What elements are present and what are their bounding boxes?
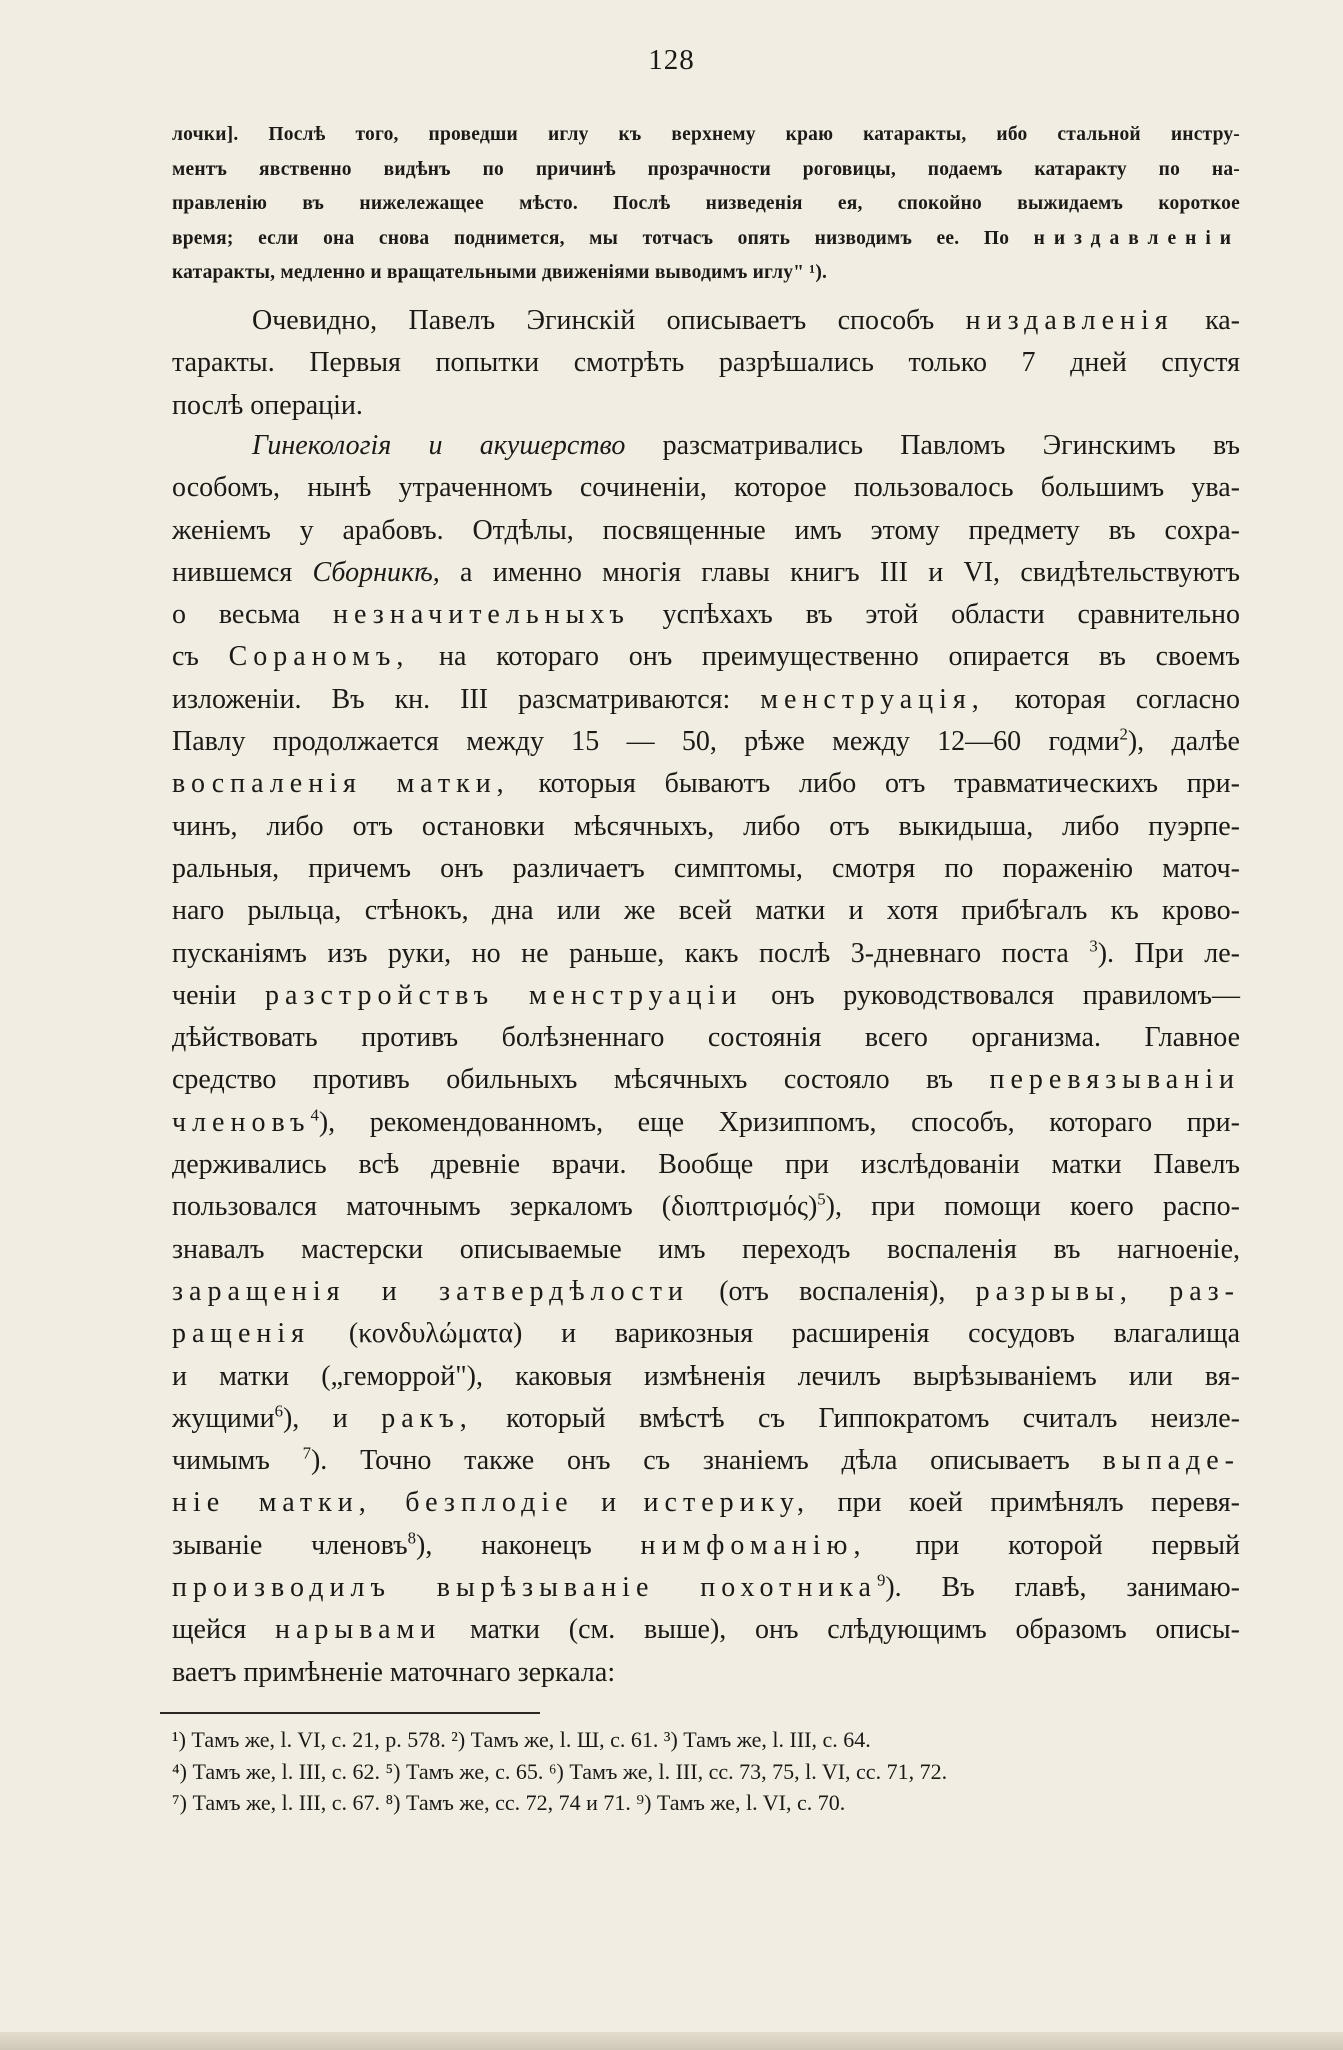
text: нившемся [172,556,293,588]
text-line [172,425,1240,467]
text: ), наконецъ [416,1529,592,1561]
spaced-term: разстройствъ менструаціи [264,979,743,1011]
text-line [172,1609,1240,1651]
spaced-term: разрывы, раз- [975,1275,1241,1307]
text-line: держивались всѣ древніе врачи. Вообще при изслѣдованіи матки Павелъ [172,1149,1240,1181]
footnote-divider [160,1712,540,1714]
text-line [172,1482,1240,1524]
text: съ [172,641,199,673]
text-line [172,1313,1240,1355]
text: средство противъ обильныхъ мѣсячныхъ состояло въ [172,1064,954,1096]
text: успѣхахъ въ этой области сравнительно [662,599,1240,631]
footnote-line: ⁴) Тамъ же, l. III, c. 62. ⁵) Тамъ же, c. 65. ⁶) Тамъ же, l. III, cc. 73, 75, l. VI, cc. 71, 72. [172,1758,948,1784]
text-line [172,1525,1240,1567]
text: которыя бываютъ либо отъ травматическихъ при- [538,768,1240,800]
quote-block [172,118,1240,291]
spaced-term: истерику, [643,1487,811,1519]
spaced-term: выпаде- [1102,1445,1241,1477]
text: о весьма [172,599,301,631]
text: ). Въ главѣ, занимаю- [885,1572,1240,1604]
spaced-term: незначительныхъ [333,599,630,631]
text: пользовался маточнымъ зеркаломъ (διοπτρισμός) [172,1191,818,1223]
text-line [172,1059,1240,1101]
text: ), при помощи коего распо- [825,1191,1240,1223]
text: при коей примѣнялъ перевя- [837,1487,1241,1519]
text: который вмѣстѣ съ Гиппократомъ считалъ неизле- [506,1402,1241,1434]
text-line: женіемъ у арабовъ. Отдѣлы, посвященные имъ этому предмету въ сохра- [172,514,1240,546]
text-line: и матки („геморрой"), каковыя измѣненія лечилъ вырѣзываніемъ или вя- [172,1360,1240,1392]
text: (отъ воспаленія), [719,1275,946,1307]
footnote-ref: 5 [817,1190,826,1210]
spaced-term: нимфоманію, [640,1529,867,1561]
text-line [172,975,1240,1017]
spaced-term: воспаленія матки, [172,768,510,800]
text: разсматривались Павломъ Эгинскимъ въ [662,430,1241,461]
footnote-ref: 4 [310,1105,319,1125]
spaced-term: нарывами [275,1614,442,1646]
text: (κονδυλώματα) и варикозныя расширенія сосудовъ влагалища [348,1318,1241,1350]
footnote-line: ¹) Тамъ же, l. VI, c. 21, p. 578. ²) Тамъ же, l. Ш, c. 61. ³) Тамъ же, l. III, c. 64. [172,1727,871,1752]
quote-line: лочки]. Послѣ того, проведши иглу къ верхнему краю катаракты, ибо стальной инстру- [172,124,1240,145]
text: ка- [1205,305,1241,336]
quote-line: катаракты, медленно и вращательными движеніями выводимъ иглу" ¹). [172,262,828,284]
text: пусканіямъ изъ руки, но не раньше, какъ послѣ 3-дневнаго поста [172,937,1069,969]
text: при которой первый [915,1529,1241,1561]
text-line [172,1186,1240,1228]
spaced-term: производилъ вырѣзываніе похотника [172,1572,877,1604]
page-edge [0,2032,1343,2050]
text-line [172,679,1240,721]
text-line: ваетъ примѣненіе маточнаго зеркала: [172,1656,616,1688]
paragraph-2 [172,425,1240,1694]
page-number: 128 [648,44,695,76]
footnote-ref: 2 [1119,724,1128,744]
quote-line [172,222,1240,257]
text: изложеніи. Въ кн. III разсматриваются: [172,683,731,715]
text: а именно многія главы книгъ III и VI, свидѣтельствуютъ [460,556,1240,588]
text: жущими [172,1402,275,1434]
spaced-term: членовъ [172,1106,311,1138]
footnote-ref: 6 [274,1401,283,1421]
text-line [172,1398,1240,1440]
spaced-term: заращенія и затвердѣлости [172,1275,689,1307]
text-line [172,636,1240,678]
text-line: дѣйствовать противъ болѣзненнаго состоянія всего организма. Главное [172,1022,1240,1054]
footnote-ref: 3 [1089,936,1098,956]
text: ), и [282,1402,348,1434]
text-line [172,552,1240,594]
text: чимымъ [172,1445,270,1477]
text: ), рекомендованномъ, еще Хризиппомъ, способъ, котораго при- [318,1106,1240,1138]
text-line: чинъ, либо отъ остановки мѣсячныхъ, либо отъ выкидыша, либо пуэрпе- [172,810,1240,842]
italic-heading: Гинекологія и акушерство [252,430,626,461]
text-line [172,933,1240,975]
text-line [172,1440,1240,1482]
text-line [172,1271,1240,1313]
text: и [601,1487,617,1519]
footnote-ref: 9 [876,1570,886,1590]
footnote-ref: 7 [302,1443,311,1463]
text-line: особомъ, нынѣ утраченномъ сочиненіи, которое пользовалось большимъ ува- [172,472,1240,504]
text-line: таракты. Первыя попытки смотрѣть разрѣшались только 7 дней спустя [172,347,1240,379]
spaced-term: менструація, [760,683,985,715]
text-line: ральныя, причемъ онъ различаетъ симптомы, смотря по пораженію маточ- [172,852,1240,884]
text-line [172,1567,1240,1609]
quote-text: время; если она снова поднимется, мы тотчасъ опять низводимъ ее. По [172,227,1010,249]
text: матки (см. выше), онъ слѣдующимъ образомъ описы- [469,1614,1240,1646]
spaced-term: ракъ, [381,1402,473,1434]
spaced-term: низдавленіи [1033,227,1240,249]
text-line [172,763,1240,805]
text: онъ руководствовался правиломъ— [771,979,1240,1011]
spaced-term: перевязываніи [989,1064,1240,1096]
text-line: знавалъ мастерски описываемые имъ переходъ воспаленія въ нагноеніе, [172,1233,1240,1265]
text: на котораго онъ преимущественно опирается въ своемъ [439,641,1240,673]
footnote-ref: 8 [407,1528,417,1548]
spaced-term: ніе матки, безплодіе [172,1487,574,1519]
text-line: послѣ операціи. [172,389,363,421]
paragraph-1 [172,300,1240,427]
text-line [172,1102,1240,1144]
footnotes [172,1724,1240,1819]
text: ). При ле- [1097,937,1240,969]
spaced-term: Сораномъ, [228,641,410,673]
text: Павлу продолжается между 15 — 50, рѣже между 12—60 годми [172,726,1120,758]
text: Очевидно, Павелъ Эгинскій описываетъ способъ [252,305,935,336]
quote-line: правленію въ нижележащее мѣсто. Послѣ низведенія ея, спокойно выжидаемъ короткое [172,193,1240,215]
text-line [172,594,1240,636]
text-line [172,300,1240,342]
text-line [172,721,1240,763]
text-line: наго рыльца, стѣнокъ, дна или же всей матки и хотя прибѣгалъ къ крово- [172,895,1240,927]
text: которая согласно [1014,683,1241,715]
text: зываніе членовъ [172,1529,408,1561]
quote-line: ментъ явственно видѣнъ по причинѣ прозрачности роговицы, подаемъ катаракту по на- [172,158,1240,180]
spaced-term: ращенія [172,1318,311,1350]
text: ченіи [172,979,237,1011]
text: ), далѣе [1127,726,1240,758]
text: ). Точно также онъ съ знаніемъ дѣла описываетъ [310,1445,1070,1477]
text: щейся [172,1614,247,1646]
spaced-term: низдавленія [965,305,1174,336]
italic-term: Сборникѣ, [312,556,440,588]
footnote-line: ⁷) Тамъ же, l. III, c. 67. ⁸) Тамъ же, cc. 72, 74 и 71. ⁹) Тамъ же, l. VI, c. 70. [172,1790,846,1815]
